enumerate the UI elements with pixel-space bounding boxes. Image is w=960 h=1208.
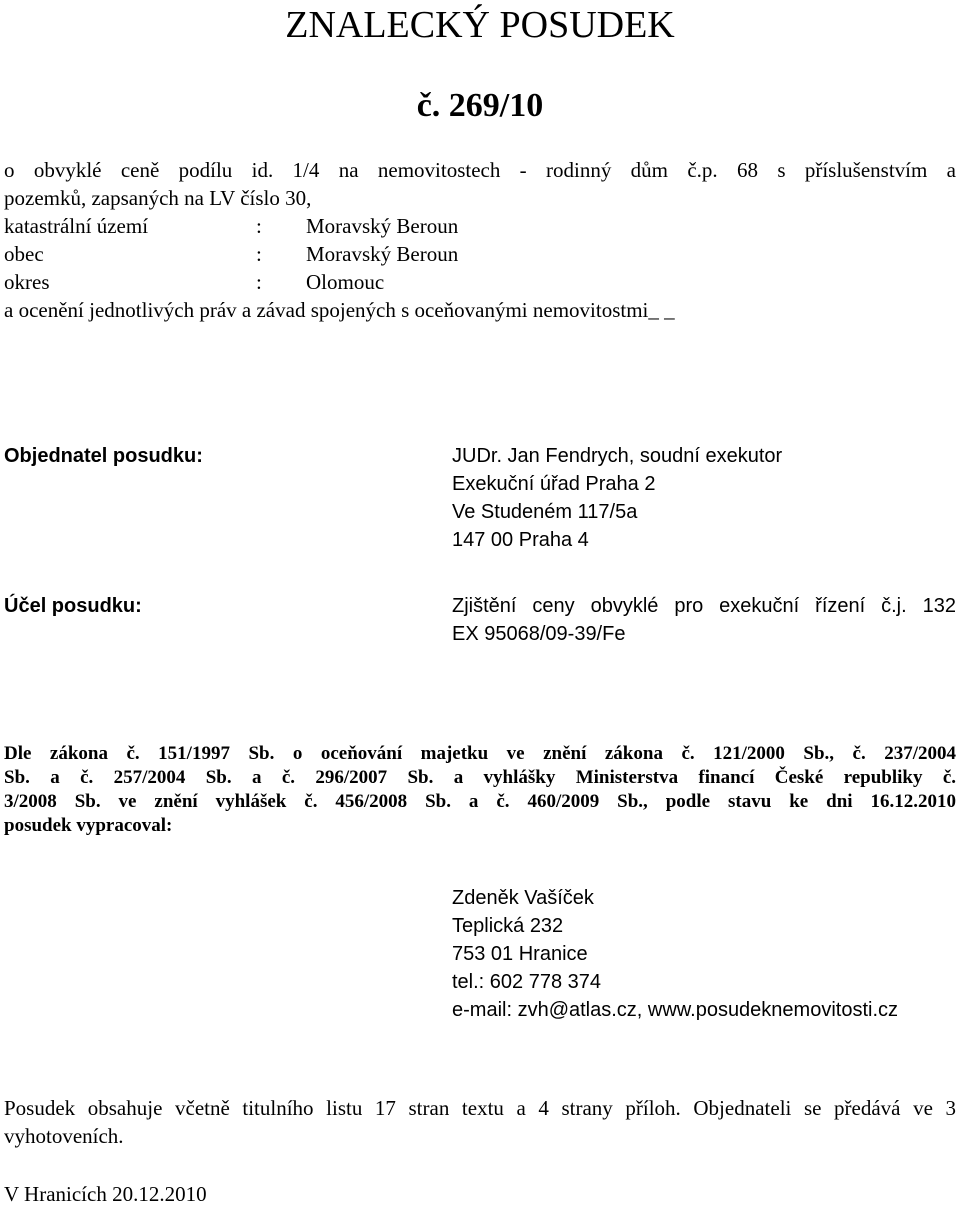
district-value: Olomouc [306, 270, 385, 294]
cadastre-value: Moravský Beroun [306, 214, 459, 238]
subject-line-2: pozemků, zapsaných na LV číslo 30, [4, 186, 312, 210]
district-colon: : [256, 270, 262, 294]
cadastre-colon: : [256, 214, 262, 238]
client-line-3: Ve Studeném 117/5a [452, 501, 638, 523]
municipality-label: obec [4, 242, 44, 266]
author-city: 753 01 Hranice [452, 943, 588, 965]
purpose-line-1: Zjištění ceny obvyklé pro exekuční řízení č.j. 132 [452, 595, 956, 617]
author-street: Teplická 232 [452, 915, 564, 937]
client-line-1: JUDr. Jan Fendrych, soudní exekutor [452, 445, 783, 467]
author-name: Zdeněk Vašíček [452, 887, 594, 909]
law-line-2: Sb. a č. 257/2004 Sb. a č. 296/2007 Sb. a vyhlášky Ministerstva financí České republiky č. [4, 767, 956, 788]
client-label: Objednatel posudku: [4, 445, 203, 467]
contents-note: Posudek obsahuje včetně titulního listu 17 stran textu a 4 strany příloh. Objednateli se předává ve 3 vyhotoveních. [4, 1096, 956, 1148]
municipality-value: Moravský Beroun [306, 242, 459, 266]
law-paragraph [4, 742, 956, 838]
law-line-3: 3/2008 Sb. ve znění vyhlášek č. 456/2008 Sb. a č. 460/2009 Sb., podle stavu ke dni 16.12.2010 [4, 791, 956, 812]
client-line-4: 147 00 Praha 4 [452, 529, 589, 551]
cadastre-label: katastrální území [4, 214, 149, 238]
author-phone: tel.: 602 778 374 [452, 971, 602, 993]
law-line-1: Dle zákona č. 151/1997 Sb. o oceňování majetku ve znění zákona č. 121/2000 Sb., č. 237/2004 [4, 743, 956, 764]
subject-line-last: a ocenění jednotlivých práv a závad spojených s oceňovanými nemovitostmi_ _ [4, 298, 675, 322]
document-number: č. 269/10 [416, 87, 544, 124]
client-line-2: Exekuční úřad Praha 2 [452, 473, 656, 495]
municipality-colon: : [256, 242, 262, 266]
document-title: ZNALECKÝ POSUDEK [285, 4, 675, 46]
purpose-line-2: EX 95068/09-39/Fe [452, 623, 626, 645]
purpose-label: Účel posudku: [4, 595, 142, 617]
author-label: posudek vypracoval: [4, 815, 173, 836]
district-label: okres [4, 270, 50, 294]
place-date: V Hranicích 20.12.2010 [4, 1182, 207, 1206]
author-contact: e-mail: zvh@atlas.cz, www.posudeknemovitosti.cz [452, 999, 899, 1021]
subject-line-1: o obvyklé ceně podílu id. 1/4 na nemovitostech - rodinný dům č.p. 68 s příslušenstvím a [4, 158, 956, 182]
